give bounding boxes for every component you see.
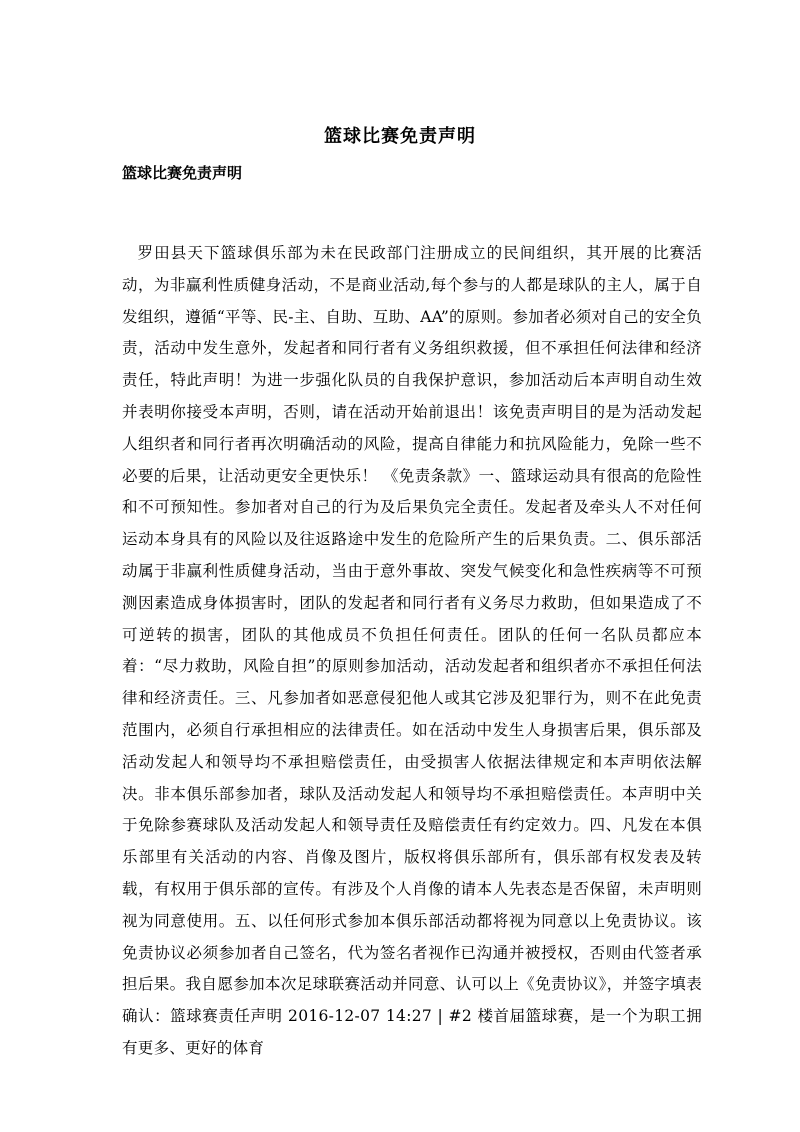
document-subtitle: 篮球比赛免责声明 [122, 164, 243, 182]
document-title: 篮球比赛免责声明 [324, 126, 476, 147]
document-body-paragraph: 罗田县天下篮球俱乐部为未在民政部门注册成立的民间组织，其开展的比赛活动，为非赢利性质健身活动，不是商业活动,每个参与的人都是球队的主人，属于自发组织，遵循“平等、民-主、自助、互助、AA”的原则。参加者必须对自己的安全负责，活动中发生意外，发起者和同行者有义务组织救援，但不承担任何法律和经济责任，特此声明！为进一步强化队员的自我保护意识，参加活动后本声明自动生效并表明你接受本声明，否则，请在活动开始前退出！该免责声明目的是为活动发起人组织者和同行者再次明确活动的风险，提高自律能力和抗风险能力，免除一些不必要的后果，让活动更安全更快乐！ 《免责条款》一、篮球运动具有很高的危险性和不可预知性。参加者对自己的行为及后果负完全责任。发起者及牵头人不对任何运动本身具有的风险以及往返路途中发生的危险所产生的后果负责。二、俱乐部活动属于非赢利性质健身活动，当由于意外事故、突发气候变化和急性疾病等不可预测因素造成身体损害时，团队的发起者和同行者有义务尽力救助，但如果造成了不可逆转的损害，团队的其他成员不负担任何责任。团队的任何一名队员都应本着：“尽力救助，风险自担”的原则参加活动，活动发起者和组织者亦不承担任何法律和经济责任。三、凡参加者如恶意侵犯他人或其它涉及犯罪行为，则不在此免责范围内，必须自行承担相应的法律责任。如在活动中发生人身损害后果，俱乐部及活动发起人和领导均不承担赔偿责任，由受损害人依据法律规定和本声明依法解决。非本俱乐部参加者，球队及活动发起人和领导均不承担赔偿责任。本声明中关于免除参赛球队及活动发起人和领导责任及赔偿责任有约定效力。四、凡发在本俱乐部里有关活动的内容、肖像及图片，版权将俱乐部所有，俱乐部有权发表及转载，有权用于俱乐部的宣传。有涉及个人肖像的请本人先表态是否保留，未声明则视为同意使用。五、以任何形式参加本俱乐部活动都将视为同意以上免责协议。该免责协议必须参加者自己签名，代为签名者视作已沟通并被授权，否则由代签者承担后果。我自愿参加本次足球联赛活动并同意、认可以上《免责协议》，并签字填表确认：篮球赛责任声明 2016-12-07 14:27 | #2 楼首届篮球赛，是一个为职工拥有更多、更好的体育 [122, 244, 702, 1057]
